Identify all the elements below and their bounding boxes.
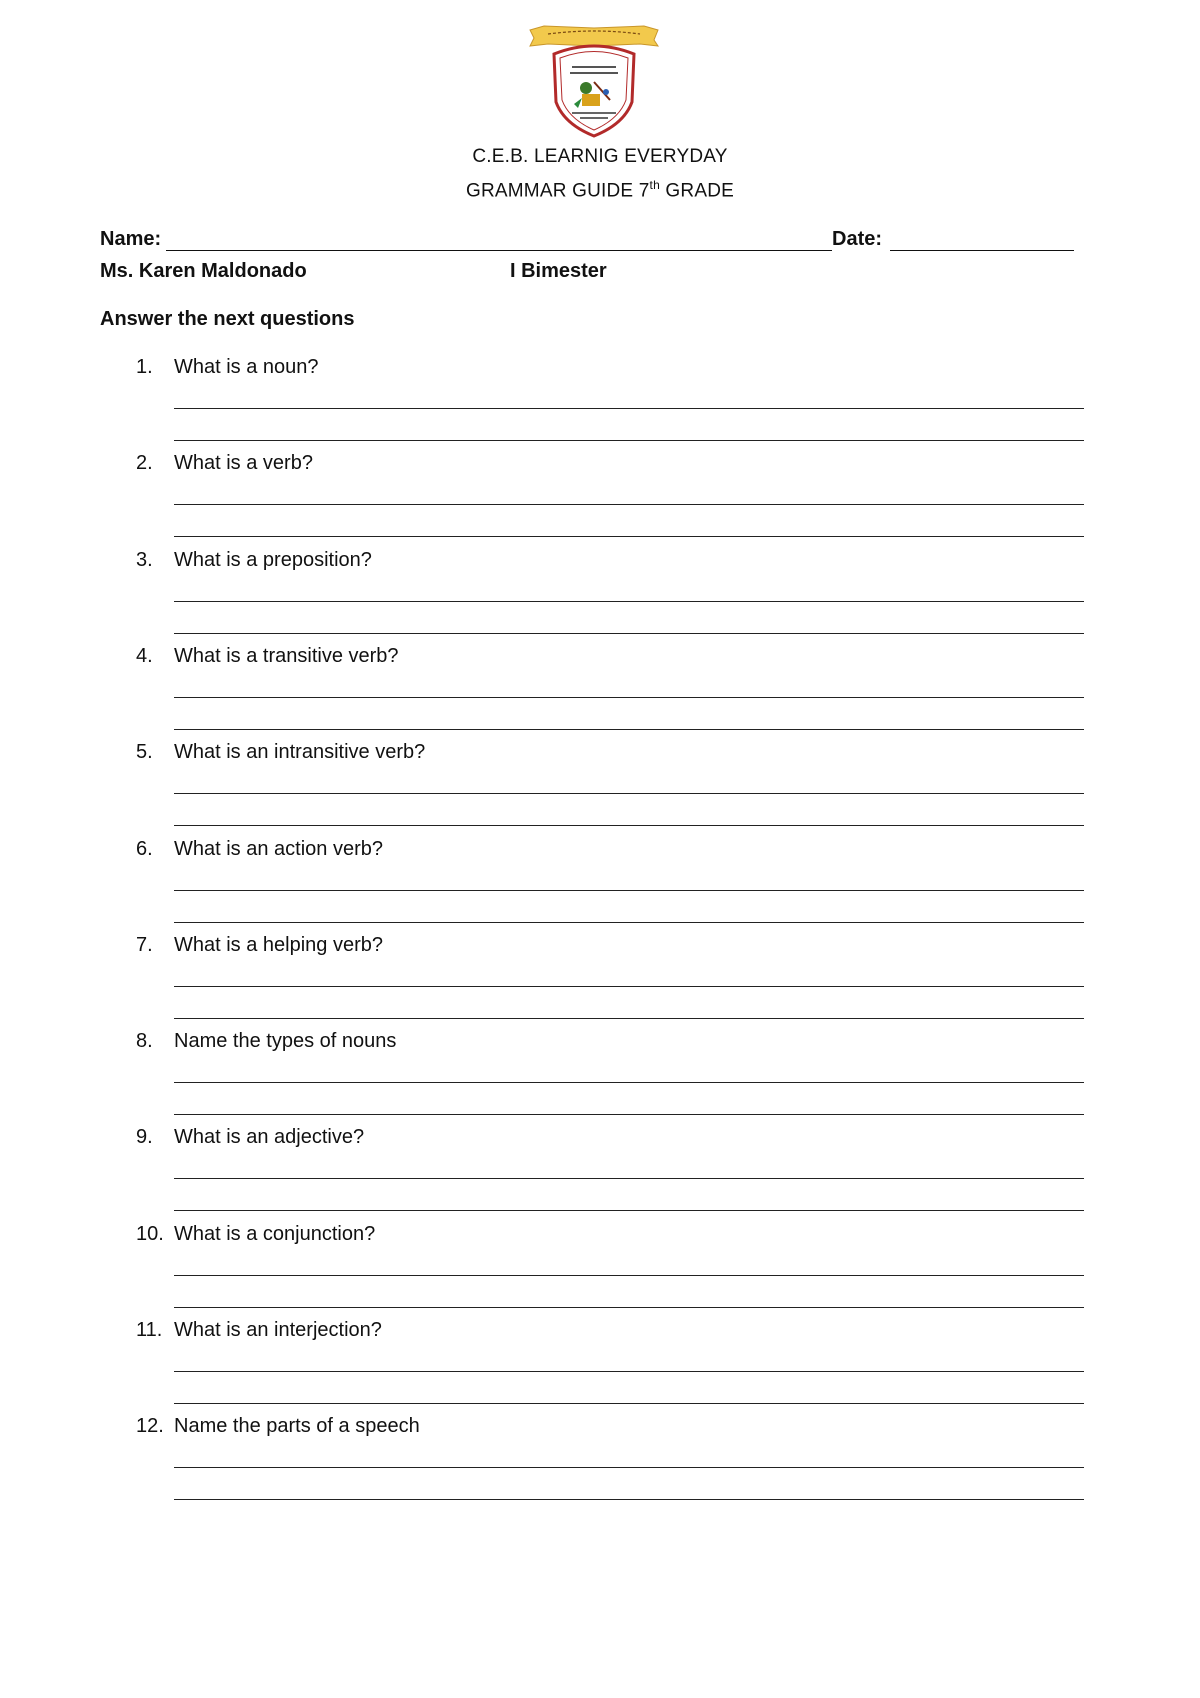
answer-line[interactable] <box>174 1082 1084 1083</box>
answer-line[interactable] <box>174 825 1084 826</box>
question-item <box>0 934 1200 1031</box>
period-label: I Bimester <box>510 260 607 282</box>
question-item <box>0 356 1200 453</box>
answer-line[interactable] <box>174 536 1084 537</box>
guide-title-grade: GRADE <box>659 180 734 202</box>
question-text: What is a helping verb? <box>174 933 384 956</box>
question-text: What is a preposition? <box>174 548 372 571</box>
question-number: 4. <box>136 644 153 667</box>
answer-line[interactable] <box>174 793 1084 794</box>
answer-line[interactable] <box>174 1018 1084 1019</box>
question-item <box>0 549 1200 646</box>
answer-line[interactable] <box>174 729 1084 730</box>
teacher-name: Ms. Karen Maldonado <box>100 260 307 282</box>
answer-line[interactable] <box>174 1371 1084 1372</box>
question-text: What is a noun? <box>174 356 319 378</box>
question-text: Name the types of nouns <box>174 1030 397 1053</box>
question-text: What is an interjection? <box>174 1319 382 1341</box>
date-label: Date: <box>832 228 883 250</box>
question-text: What is a verb? <box>174 452 313 475</box>
answer-line[interactable] <box>174 408 1084 409</box>
question-item <box>0 1415 1200 1512</box>
question-text: What is an intransitive verb? <box>174 741 426 764</box>
question-number: 2. <box>136 452 153 475</box>
question-item <box>0 1030 1200 1127</box>
question-item <box>0 1126 1200 1223</box>
answer-line[interactable] <box>174 986 1084 987</box>
guide-title-sup: th <box>649 178 660 192</box>
answer-line[interactable] <box>174 504 1084 505</box>
answer-line[interactable] <box>174 440 1084 441</box>
answer-line[interactable] <box>174 1210 1084 1211</box>
question-number: 9. <box>136 1126 153 1149</box>
answer-line[interactable] <box>174 1467 1084 1468</box>
answer-line[interactable] <box>174 922 1084 923</box>
school-name: C.E.B. LEARNIG EVERYDAY <box>472 146 728 167</box>
answer-line[interactable] <box>174 1499 1084 1500</box>
question-number: 8. <box>136 1030 153 1053</box>
school-logo <box>524 24 664 144</box>
question-number: 1. <box>136 356 153 378</box>
question-item <box>0 452 1200 549</box>
question-number: 3. <box>136 548 153 571</box>
question-text: Name the parts of a speech <box>174 1415 420 1438</box>
guide-title <box>0 178 1200 202</box>
question-item <box>0 838 1200 935</box>
answer-line[interactable] <box>174 1114 1084 1115</box>
question-text: What is an action verb? <box>174 837 383 860</box>
answer-line[interactable] <box>174 1403 1084 1404</box>
question-number: 6. <box>136 837 153 860</box>
question-item <box>0 741 1200 838</box>
question-number: 10. <box>136 1222 164 1245</box>
answer-line[interactable] <box>174 1178 1084 1179</box>
question-text: What is a transitive verb? <box>174 644 399 667</box>
question-number: 11. <box>136 1319 163 1341</box>
question-text: What is a conjunction? <box>174 1222 376 1245</box>
name-label: Name: <box>100 228 162 250</box>
answer-line[interactable] <box>174 697 1084 698</box>
question-item <box>0 1223 1200 1320</box>
answer-line[interactable] <box>174 601 1084 602</box>
question-text: What is an adjective? <box>174 1126 365 1149</box>
guide-title-text: GRAMMAR GUIDE 7 <box>466 180 650 202</box>
answer-line[interactable] <box>174 890 1084 891</box>
answer-line[interactable] <box>174 1307 1084 1308</box>
question-number: 7. <box>136 933 153 956</box>
question-item <box>0 1319 1200 1416</box>
answer-line[interactable] <box>174 1275 1084 1276</box>
question-item <box>0 645 1200 742</box>
question-number: 12. <box>136 1415 164 1438</box>
question-number: 5. <box>136 741 153 764</box>
name-field[interactable] <box>166 250 832 251</box>
answer-line[interactable] <box>174 633 1084 634</box>
date-field[interactable] <box>890 250 1074 251</box>
instructions: Answer the next questions <box>100 308 355 330</box>
